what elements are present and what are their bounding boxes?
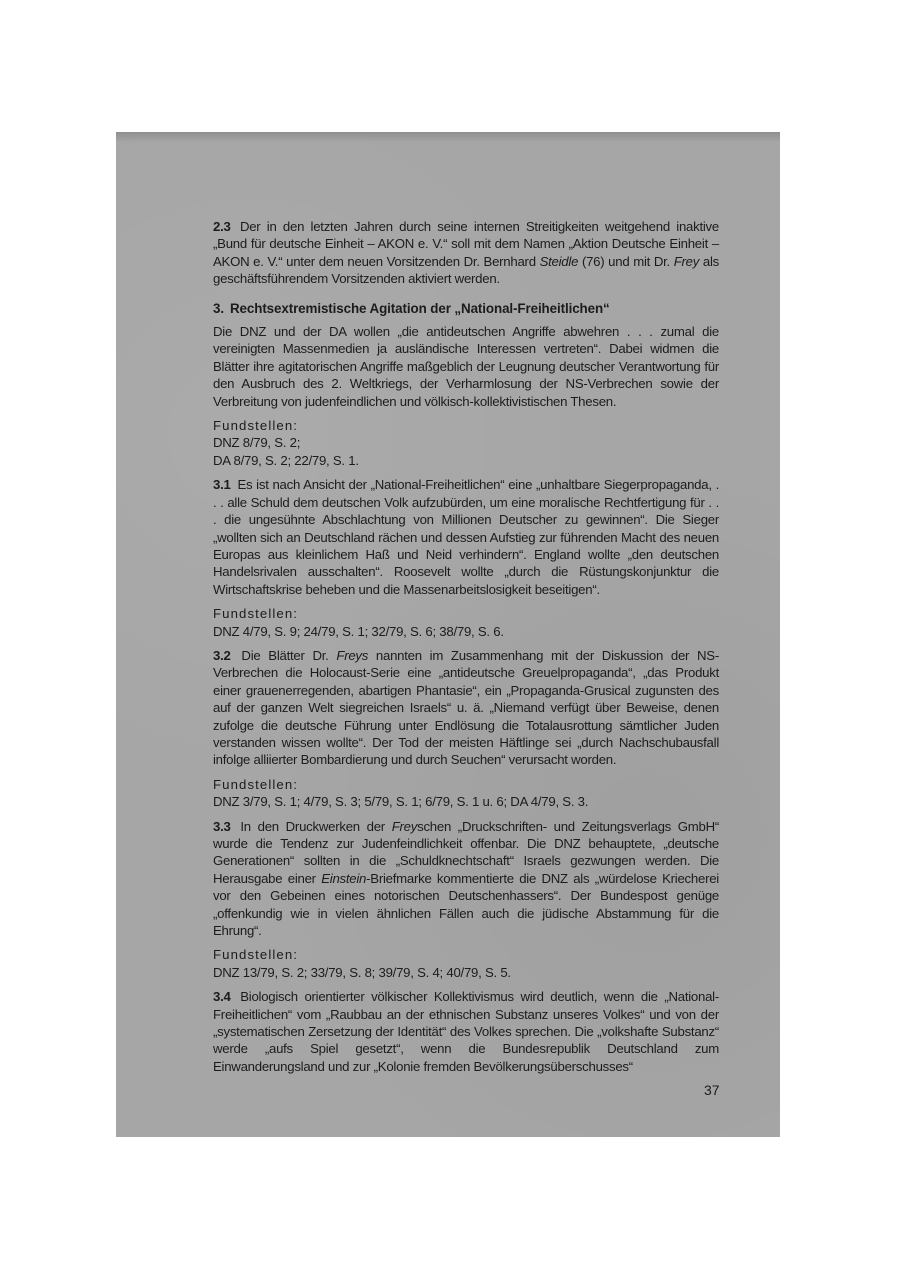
scanned-page [116, 132, 780, 1137]
heading-number: 3. [213, 300, 224, 316]
italic-name: Frey [673, 253, 700, 269]
section-heading-3 [213, 300, 719, 317]
source-line: DNZ 4/79, S. 9; 24/79, S. 1; 32/79, S. 6; 38/79, S. 6. [213, 623, 504, 639]
section-text: Die DNZ und der DA wollen „die antideutschen Angriffe abwehren . . . zumal die vereinigten Massenmedien ja ausländische Interessen vertreten“. Dabei widmen die Blätter ihre agitatorischen Angriffe maßgeblich der Leugnung deutscher Verantwortung für den Ausbruch des 2. Weltkriegs, der Verharmlosung der NS-Verbrechen sowie der Verbreitung von judenfeindlichen und völkisch-kollektivistischen Thesen. [213, 324, 719, 409]
section-text: Der in den letzten Jahren durch seine internen Streitigkeiten weitgehend inaktive „Bund für deutsche Einheit – AKON e. V.“ soll mit dem Namen „Aktion Deutsche Einheit – AKON e. V.“ unter dem neuen Vorsitzenden Dr. Bernhard [213, 219, 719, 269]
section-3-1 [213, 476, 719, 598]
sources-block [213, 776, 719, 811]
section-number: 3.4 [213, 989, 231, 1005]
section-text: nannten im Zusammenhang mit der Diskussion der NS-Verbrechen die Holocaust-Serie eine „antideutsche Greuelpropaganda“, „das Produkt einer grauenerregenden, abartigen Phantasie“, ein „Propaganda-Grusical zugunsten des auf der ganzen Welt siegreichen Israels“ u. ä. „Niemand verfügt über Beweise, denen zufolge die deutsche Führung unter Endlösung die Totalausrottung sämtlicher Juden verstanden wissen wollte“. Der Tod der meisten Häftlinge sei „durch Nachschubausfall infolge alliierter Bombardierung und durch Seuchen“ verursacht worden. [213, 647, 719, 768]
text-column [213, 218, 719, 1082]
italic-name: Steidle [539, 253, 579, 269]
section-text: schen „Druckschriften- und Zeitungsverlags GmbH“ wurde die Tendenz zur Judenfeindlichkeit offenbar. Die DNZ behauptete, „deutsche Generationen“ sollten in die „Schuldknechtschaft“ Israels gezwungen werden. Die Herausgabe einer [213, 818, 720, 886]
page-number: 37 [704, 1082, 720, 1098]
section-text: Die Blätter Dr. [241, 647, 337, 663]
italic-name: Einstein [321, 870, 367, 886]
source-line: DNZ 13/79, S. 2; 33/79, S. 8; 39/79, S. 4; 40/79, S. 5. [213, 964, 511, 980]
sources-block [213, 417, 719, 469]
section-text: Es ist nach Ansicht der „National-Freiheitlichen“ eine „unhaltbare Siegerpropaganda, . . . alle Schuld dem deutschen Volk aufzubürden, um eine moralische Rechtfertigung für . . . die ungesühnte Abschlachtung von Millionen Deutscher zu gewinnen“. Die Sieger „wollten sich an Deutschland rächen und dessen Aufstieg zur führenden Macht des neuen Europas aus kleinlichem Haß und Neid verhindern“. England wollte „den deutschen Handelsrivalen ausschalten“. Roosevelt wollte „durch die Rüstungskonjunktur die Wirtschaftskrise beheben und die Massenarbeitslosigkeit beseitigen“. [213, 477, 719, 597]
section-number: 2.3 [213, 219, 231, 234]
section-number: 3.2 [213, 647, 231, 663]
sources-block [213, 605, 719, 640]
section-number: 3.1 [213, 477, 231, 493]
section-2-3 [213, 218, 719, 288]
sources-block [213, 946, 719, 981]
section-number: 3.3 [213, 818, 231, 834]
section-text: In den Druckwerken der [240, 818, 392, 834]
heading-title: Rechtsextremistische Agitation der „National-Freiheitlichen“ [229, 300, 610, 316]
italic-name: Frey [391, 818, 418, 834]
section-3-intro [213, 323, 719, 410]
section-text: Biologisch orientierter völkischer Kollektivismus wird deutlich, wenn die „National-Freiheitlichen“ vom „Raubbau an der ethnischen Substanz unseres Volkes“ und von der „systematischen Zersetzung der Identität“ des Volkes sprechen. Die „volkshafte Substanz“ werde „aufs Spiel gesetzt“, wenn die Bundesrepublik Deutschland zum Einwanderungsland und zur „Kolonie fremden Bevölkerungsüberschusses“ [213, 989, 720, 1074]
section-3-2 [213, 647, 719, 769]
source-line: DA 8/79, S. 2; 22/79, S. 1. [213, 452, 359, 468]
source-line: DNZ 8/79, S. 2; [213, 435, 301, 451]
sources-label: Fundstellen: [213, 418, 299, 434]
section-text: als geschäftsführendem Vorsitzenden aktiviert werden. [213, 253, 720, 287]
italic-name: Freys [336, 647, 369, 663]
section-3-4 [213, 988, 719, 1075]
sources-label: Fundstellen: [213, 947, 299, 963]
section-text: -Briefmarke kommentierte die DNZ als „würdelose Kriecherei vor den Gebeinen eines notorischen Deutschenhassers“. Der Bundespost genüge „offenkundig wie in vielen ähnlichen Fällen auch die jüdische Abstammung für die Ehrung“. [213, 870, 719, 939]
sources-label: Fundstellen: [213, 606, 299, 622]
sources-label: Fundstellen: [213, 776, 299, 792]
section-3-3 [213, 818, 719, 940]
section-text: (76) und mit Dr. [578, 253, 674, 269]
source-line: DNZ 3/79, S. 1; 4/79, S. 3; 5/79, S. 1; 6/79, S. 1 u. 6; DA 4/79, S. 3. [213, 794, 589, 810]
